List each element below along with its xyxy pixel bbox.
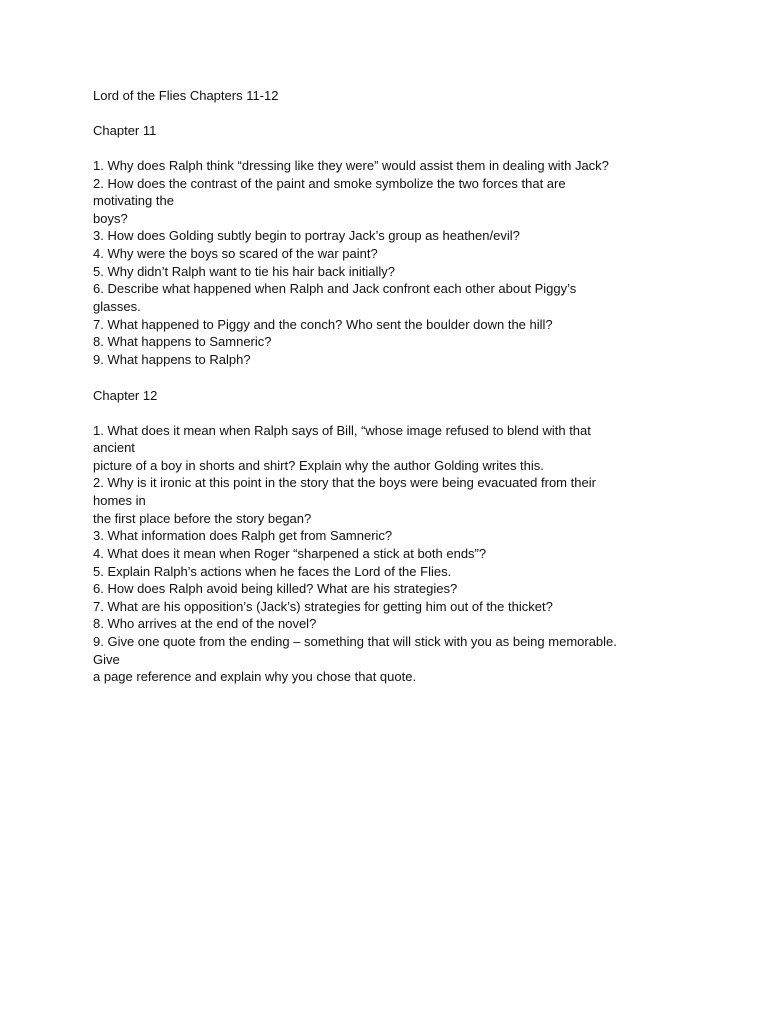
chapter-11-question-line: 5. Why didn’t Ralph want to tie his hair back initially? <box>93 264 396 279</box>
chapter-12-question-line: 5. Explain Ralph’s actions when he faces the Lord of the Flies. <box>93 564 452 579</box>
chapter-11-question-line: boys? <box>93 211 128 226</box>
chapter-11-question-line: 2. How does the contrast of the paint and smoke symbolize the two forces that are <box>93 176 566 191</box>
chapter-12-heading: Chapter 12 <box>93 388 158 403</box>
chapter-11-heading: Chapter 11 <box>93 123 157 138</box>
chapter-12-question-line: picture of a boy in shorts and shirt? Explain why the author Golding writes this. <box>93 458 544 473</box>
chapter-12-question-line: 2. Why is it ironic at this point in the story that the boys were being evacuated from their <box>93 475 596 490</box>
chapter-12-question-line: ancient <box>93 440 135 455</box>
chapter-12-question-line: 9. Give one quote from the ending – something that will stick with you as being memorable. <box>93 634 617 649</box>
chapter-12-question-line: a page reference and explain why you chose that quote. <box>93 669 417 684</box>
chapter-12-question-line: Give <box>93 652 120 667</box>
chapter-12-question-line: 3. What information does Ralph get from Samneric? <box>93 528 393 543</box>
chapter-11-question-line: 8. What happens to Samneric? <box>93 334 272 349</box>
chapter-12-question-line: homes in <box>93 493 146 508</box>
chapter-12-question-line: the first place before the story began? <box>93 511 312 526</box>
chapter-11-question-line: glasses. <box>93 299 141 314</box>
chapter-11-question-line: 4. Why were the boys so scared of the war paint? <box>93 246 378 261</box>
chapter-11-question-line: 7. What happened to Piggy and the conch? Who sent the boulder down the hill? <box>93 317 553 332</box>
chapter-11-question-line: 6. Describe what happened when Ralph and Jack confront each other about Piggy’s <box>93 281 577 296</box>
chapter-11-question-line: 3. How does Golding subtly begin to portray Jack’s group as heathen/evil? <box>93 228 520 243</box>
chapter-11-question-line: 9. What happens to Ralph? <box>93 352 251 367</box>
chapter-12-question-line: 1. What does it mean when Ralph says of Bill, “whose image refused to blend with that <box>93 423 591 438</box>
chapter-12-question-line: 4. What does it mean when Roger “sharpened a stick at both ends”? <box>93 546 487 561</box>
chapter-11-question-line: motivating the <box>93 193 174 208</box>
chapter-12-question-line: 6. How does Ralph avoid being killed? What are his strategies? <box>93 581 458 596</box>
chapter-12-question-line: 8. Who arrives at the end of the novel? <box>93 616 317 631</box>
chapter-11-question-line: 1. Why does Ralph think “dressing like they were” would assist them in dealing with Jack? <box>93 158 609 173</box>
document-title: Lord of the Flies Chapters 11-12 <box>93 88 279 103</box>
chapter-12-question-line: 7. What are his opposition’s (Jack’s) strategies for getting him out of the thicket? <box>93 599 553 614</box>
